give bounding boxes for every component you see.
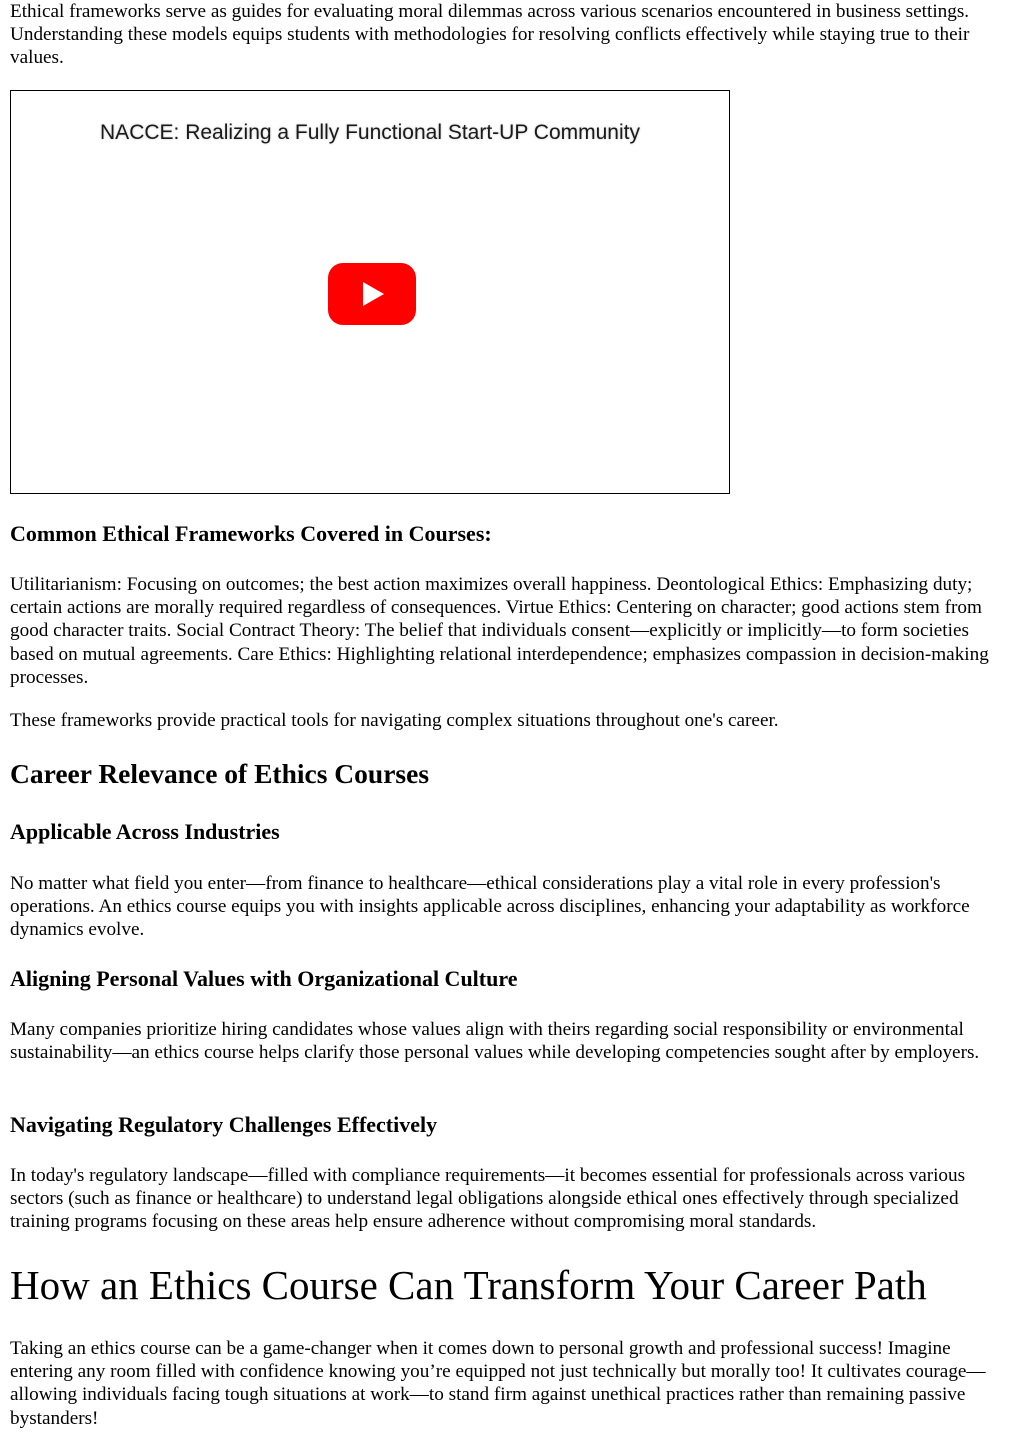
transform-heading: How an Ethics Course Can Transform Your Career Path [10,1262,927,1308]
section-paragraph: No matter what field you enter—from finance to healthcare—ethical considerations play a vital role in every profession's operations. An ethics course equips you with insights applicable across disciplines, enhancing your adaptability as workforce dynamics evolve. [10,873,970,941]
video-embed[interactable] [10,90,730,494]
video-title[interactable]: NACCE: Realizing a Fully Functional Start-UP Community [100,121,640,144]
section-heading: Aligning Personal Values with Organizational Culture [10,966,518,991]
section-heading: Navigating Regulatory Challenges Effectively [10,1112,438,1137]
frameworks-heading: Common Ethical Frameworks Covered in Courses: [10,521,492,546]
youtube-play-icon[interactable] [328,263,416,325]
frameworks-list-paragraph: Utilitarianism: Focusing on outcomes; the best action maximizes overall happiness. Deontological Ethics: Emphasizing duty; certain actions are morally required regardless of consequences. Virtue Ethics: Centering on character; good actions stem from good character traits. Social Contract Theory: The belief that individuals consent—explicitly or implicitly—to form societies based on mutual agreements. Care Ethics: Highlighting relational interdependence; emphasizes compassion in decision-making processes. [10,574,989,688]
frameworks-summary-paragraph: These frameworks provide practical tools for navigating complex situations throughout one's career. [10,710,779,731]
section-paragraph: In today's regulatory landscape—filled with compliance requirements—it becomes essential for professionals across various sectors (such as finance or healthcare) to understand legal obligations alongside ethical ones effectively through specialized training programs focusing on these areas help ensure adherence without compromising moral standards. [10,1165,966,1233]
section-paragraph: Many companies prioritize hiring candidates whose values align with theirs regarding social responsibility or environmental sustainability—an ethics course helps clarify those personal values while developing competencies sought after by employers. [10,1019,980,1064]
section-heading: Applicable Across Industries [10,819,280,844]
intro-paragraph: Ethical frameworks serve as guides for evaluating moral dilemmas across various scenarios encountered in business settings. Understanding these models equips students with methodologies for resolving conflicts effectively while staying true to their values. [10,1,970,69]
career-heading: Career Relevance of Ethics Courses [10,758,430,789]
transform-paragraph: Taking an ethics course can be a game-changer when it comes down to personal growth and professional success! Imagine entering any room filled with confidence knowing you’re equipped not just technically but morally too! It cultivates courage—allowing individuals facing tough situations at work—to stand firm against unethical practices rather than remaining passive bystanders! [10,1338,986,1429]
